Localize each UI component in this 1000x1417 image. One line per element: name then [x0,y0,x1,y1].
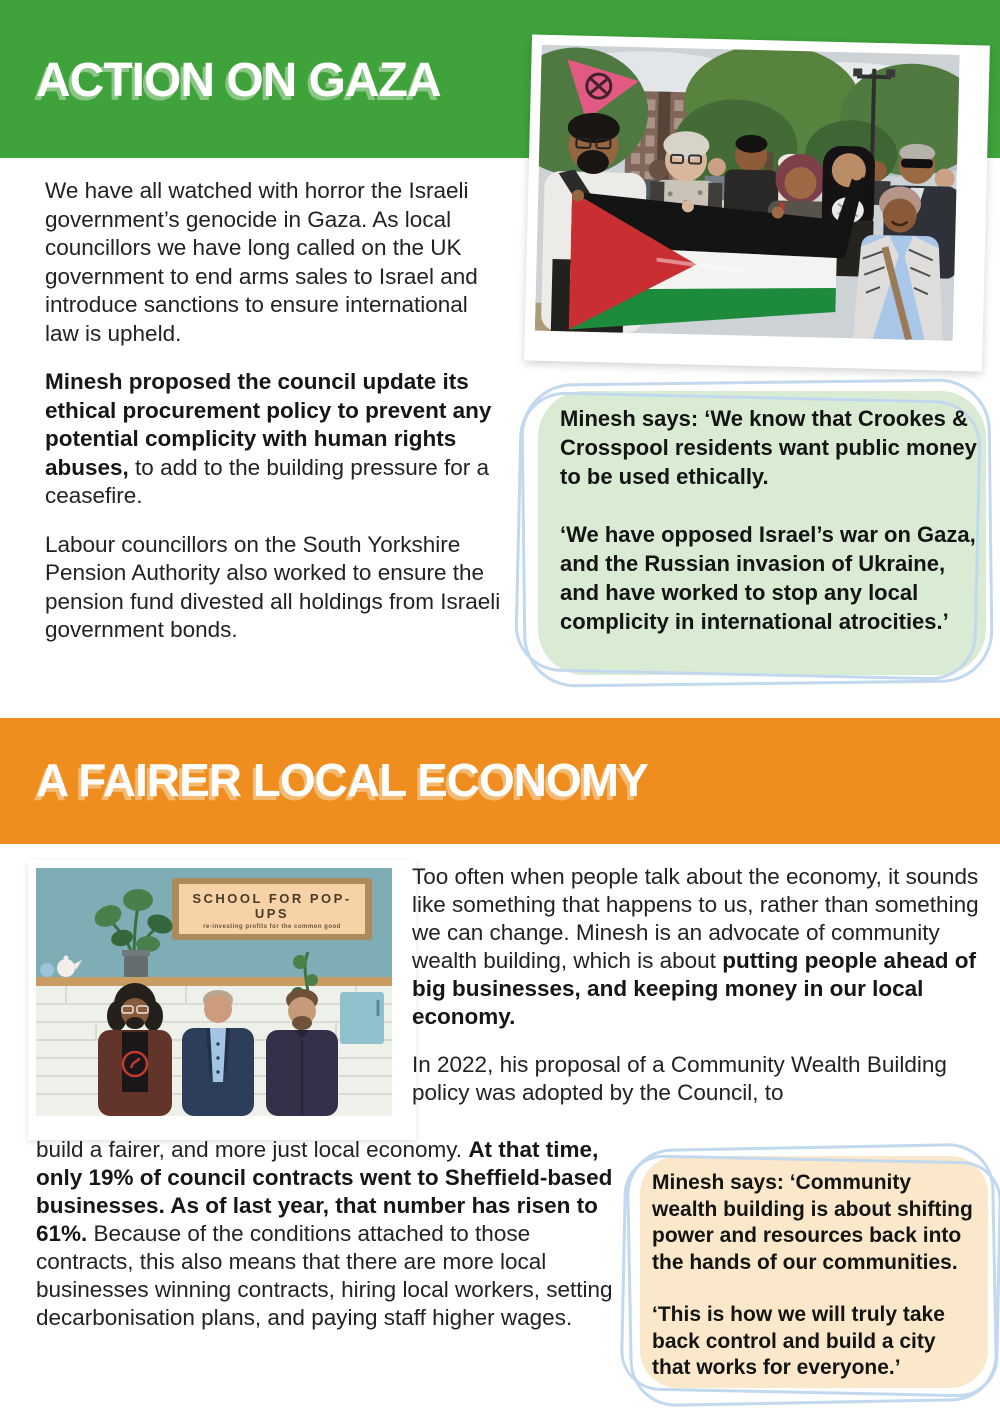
economy-paragraph [412,1051,990,1107]
economy-heading: A FAIRER LOCAL ECONOMY [36,754,648,806]
gaza-paragraph [45,177,505,348]
sign-tagline: re-investing profits for the common good [203,923,341,930]
sign-title: SCHOOL FOR POP-UPS [192,890,352,921]
text-segment: At that time, only 19% of council contracts went to Sheffield-based businesses. As of last year, that number has risen to 61%. [36,1137,613,1246]
quote-paragraph: Minesh says: ‘Community wealth building is about shifting power and resources back into the hands of our communities. [652,1171,973,1274]
gaza-quote-text [560,404,980,665]
text-segment: Minesh proposed the council update its ethical procurement policy to prevent any potential complicity with human rights abuses, [45,369,492,480]
economy-body-column [412,863,990,1127]
team-photo [28,860,416,1140]
text-segment: We have all watched with horror the Israeli government’s genocide in Gaza. As local councillors we have long called on the UK government to end arms sales to Israel and introduce sanctions to ensure international law is upheld. [45,178,478,346]
economy-body-fullwidth [36,1136,620,1352]
economy-quote-text [652,1170,978,1408]
gaza-paragraph [45,368,505,511]
text-segment: Because of the conditions attached to those contracts, this also means that there are more local businesses winning contracts, hiring local workers, setting decarbonisation plans, and paying staff higher wages. [36,1221,613,1330]
blue-cabinet [340,992,384,1044]
economy-paragraph [412,863,990,1031]
gaza-paragraph [45,531,505,645]
text-segment: build a fairer, and more just local economy. [36,1137,469,1162]
quote-paragraph: ‘We have opposed Israel’s war on Gaza, and the Russian invasion of Ukraine, and have worked to stop any local complicity in international atrocities.’ [560,522,976,634]
gaza-body-column [45,177,505,665]
economy-paragraph [36,1136,620,1332]
text-segment: In 2022, his proposal of a Community Wealth Building policy was adopted by the Council, to [412,1052,947,1105]
protest-photo-illustration [535,45,960,341]
text-segment: Labour councillors on the South Yorkshire Pension Authority also worked to ensure the pension fund divested all holdings from Israeli government bonds. [45,531,501,642]
gaza-heading: ACTION ON GAZA [36,54,441,107]
quote-paragraph: Minesh says: ‘We know that Crookes & Crosspool residents want public money to be used ethically. [560,406,977,489]
sign-text [179,885,365,935]
text-segment: to add to the building pressure for a ceasefire. [45,454,490,508]
text-segment: putting people ahead of big businesses, and keeping money in our local economy. [412,948,976,1029]
protest-photo [524,34,990,371]
text-segment: Too often when people talk about the economy, it sounds like something that happens to us, rather than something we can change. Minesh is an advocate of community wealth building, which is about [412,864,979,973]
wooden-shelf [36,977,392,986]
quote-paragraph: ‘This is how we will truly take back control and build a city that works for everyone.’ [652,1303,945,1379]
